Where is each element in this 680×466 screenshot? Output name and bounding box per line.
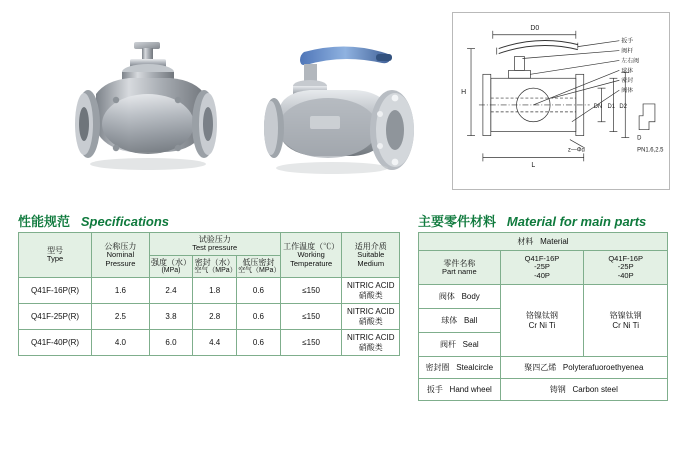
material-header-row-2 (419, 251, 668, 285)
cell-part-name-en: Seal (462, 339, 479, 349)
header-material-col-1-l1: Q41F-16P (524, 253, 560, 263)
material-table-body (419, 285, 668, 401)
drawing-label-d0: D0 (530, 24, 540, 32)
cell-working-temp: ≤150 (280, 304, 342, 330)
section-heading-specifications-cn: 性能规范 (18, 214, 71, 229)
header-model-cn: 型号 (47, 246, 64, 256)
drawing-label-d1: D1 (607, 103, 616, 110)
header-nominal-pressure (92, 233, 150, 278)
cell-material-merged (500, 379, 667, 401)
cell-medium (342, 304, 400, 330)
header-suitable-medium (342, 233, 400, 278)
cell-part-name-cn: 密封圈 (425, 362, 450, 372)
material-table-head (419, 233, 668, 285)
table-row (419, 285, 668, 309)
cell-seal-water: 4.4 (193, 330, 237, 356)
cell-medium-en: NITRIC ACID (346, 333, 395, 343)
cell-medium-cn: 硝酸类 (358, 316, 383, 326)
cell-part-name (419, 285, 501, 309)
section-heading-materials-en: Material for main parts (506, 214, 647, 229)
header-material-col-1-l2: -25P (534, 262, 550, 272)
material-header-row-1 (419, 233, 668, 251)
cell-part-name (419, 357, 501, 379)
cell-material-merged-en: Carbon steel (572, 384, 618, 394)
header-nominal-pressure-cn: 公称压力 (104, 241, 137, 251)
cell-nominal-pressure: 2.5 (92, 304, 150, 330)
header-suitable-medium-en2: Medium (357, 258, 385, 268)
cell-part-name-cn: 阀杆 (439, 339, 456, 349)
drawing-callout-2: 左右阀 (621, 58, 640, 65)
drawing-label-d2: D2 (619, 103, 627, 110)
specifications-table (18, 232, 400, 356)
header-working-temperature-en2: Temperature (290, 258, 333, 268)
cell-working-temp: ≤150 (280, 278, 342, 304)
cell-material-merged-en: Polyterafuoroethyenea (562, 362, 644, 372)
drawing-callout-5: 阀体 (621, 88, 634, 95)
cell-working-temp: ≤150 (280, 330, 342, 356)
header-part-name-cn: 零件名称 (443, 258, 476, 268)
header-working-temperature-en: Working (297, 249, 325, 259)
cell-part-name (419, 309, 501, 333)
header-strength-water-cn: 强度（水） (150, 257, 191, 267)
cell-medium (342, 278, 400, 304)
drawing-label-zphd: z—Φd (567, 147, 585, 154)
section-heading-specifications (18, 211, 169, 230)
drawing-label-l: L (531, 162, 536, 170)
table-row (19, 278, 400, 304)
table-row (419, 357, 668, 379)
table-row (19, 330, 400, 356)
cell-material-col-2 (584, 285, 668, 357)
valve-photo-left (52, 28, 232, 178)
table-header-row-1 (19, 233, 400, 256)
technical-drawing (452, 12, 670, 190)
header-material-top-en: Material (540, 236, 569, 246)
cell-low-seal-air: 0.6 (237, 278, 281, 304)
material-table (418, 232, 668, 401)
header-material-col-1-l3: -40P (534, 270, 550, 280)
header-test-pressure-cn: 试验压力 (198, 235, 231, 244)
cell-strength-water: 3.8 (149, 304, 193, 330)
header-low-pressure-seal (237, 255, 281, 277)
cell-part-name (419, 333, 501, 357)
header-strength-water (149, 255, 193, 277)
cell-seal-water: 1.8 (193, 278, 237, 304)
cell-material-col-1 (500, 285, 584, 357)
section-heading-materials-cn: 主要零件材料 (418, 214, 497, 229)
cell-part-name-cn: 扳手 (426, 384, 443, 394)
cell-part-name-en: Body (461, 291, 480, 301)
drawing-label-h: H (461, 89, 467, 97)
header-part-name (419, 251, 501, 285)
header-model (19, 233, 92, 278)
cell-part-name-en: Ball (464, 315, 478, 325)
section-heading-materials (418, 211, 646, 230)
drawing-callout-1: 阀杆 (621, 48, 634, 55)
cell-nominal-pressure: 4.0 (92, 330, 150, 356)
drawing-callout-4: 密封 (621, 78, 634, 85)
header-test-pressure-en: Test pressure (192, 243, 238, 253)
table-row (419, 379, 668, 401)
header-part-name-en: Part name (442, 266, 477, 276)
section-heading-specifications-en: Specifications (80, 214, 169, 229)
cell-material-merged-cn: 铸钢 (549, 384, 566, 394)
cell-part-name-cn: 阀体 (438, 291, 455, 301)
header-material-top (419, 233, 668, 251)
drawing-label-dn: DN (593, 103, 603, 110)
cell-model: Q41F-40P(R) (19, 330, 92, 356)
header-material-col-2 (584, 251, 668, 285)
specifications-table-body (19, 278, 400, 356)
header-model-en: Type (46, 254, 64, 264)
cell-part-name-en: Hand wheel (449, 384, 492, 394)
header-material-col-2-l1: Q41F-16P (608, 253, 643, 263)
header-nominal-pressure-en: Nominal (106, 249, 135, 259)
cell-part-name-en: Stealcircle (456, 362, 494, 372)
header-material-top-cn: 材料 (517, 236, 534, 246)
cell-material-col-2-cn: 铬镍钛钢 (609, 311, 642, 321)
header-suitable-medium-cn: 适用介质 (354, 241, 387, 251)
header-material-col-2-l3: -40P (617, 270, 634, 280)
cell-material-merged (500, 357, 667, 379)
header-seal-water (193, 255, 237, 277)
illustration-band (0, 0, 680, 196)
cell-medium-en: NITRIC ACID (346, 307, 395, 317)
valve-photo-right (252, 30, 432, 180)
cell-strength-water: 6.0 (149, 330, 193, 356)
cell-seal-water: 2.8 (193, 304, 237, 330)
header-test-pressure (149, 233, 280, 256)
header-seal-water-cn: 密封（水） (194, 257, 235, 267)
cell-low-seal-air: 0.6 (237, 304, 281, 330)
table-row (19, 304, 400, 330)
header-seal-water-unit: 空气（MPa） (194, 267, 237, 274)
cell-nominal-pressure: 1.6 (92, 278, 150, 304)
cell-material-col-1-cn: 铬镍钛钢 (525, 311, 558, 321)
cell-part-name (419, 379, 501, 401)
header-material-col-1 (500, 251, 584, 285)
cell-material-col-2-en: Cr Ni Ti (612, 320, 639, 330)
drawing-callout-3: 球体 (621, 68, 634, 75)
cell-low-seal-air: 0.6 (237, 330, 281, 356)
cell-medium-en: NITRIC ACID (346, 281, 395, 291)
cell-medium-cn: 硝酸类 (358, 290, 383, 300)
cell-material-col-1-en: Cr Ni Ti (528, 320, 556, 330)
cell-material-merged-cn: 聚四乙烯 (524, 362, 557, 372)
drawing-label-d: D (637, 135, 642, 142)
cell-model: Q41F-25P(R) (19, 304, 92, 330)
header-low-pressure-seal-unit: 空气（MPa） (238, 267, 281, 274)
specifications-table-head (19, 233, 400, 278)
header-nominal-pressure-en2: Pressure (105, 258, 136, 268)
cell-medium (342, 330, 400, 356)
header-working-temperature-cn: 工作温度（℃） (283, 241, 340, 251)
cell-strength-water: 2.4 (149, 278, 193, 304)
cell-medium-cn: 硝酸类 (358, 342, 383, 352)
header-suitable-medium-en: Suitable (357, 249, 385, 259)
header-material-col-2-l2: -25P (617, 262, 634, 272)
drawing-label-pn: PN1.6,2.5 (637, 147, 664, 154)
header-strength-water-unit: (MPa) (161, 267, 181, 274)
header-low-pressure-seal-cn: 低压密封 (242, 257, 275, 267)
drawing-callout-0: 扳手 (621, 38, 634, 45)
cell-model: Q41F-16P(R) (19, 278, 92, 304)
header-working-temperature (280, 233, 342, 278)
cell-part-name-cn: 球体 (441, 315, 458, 325)
